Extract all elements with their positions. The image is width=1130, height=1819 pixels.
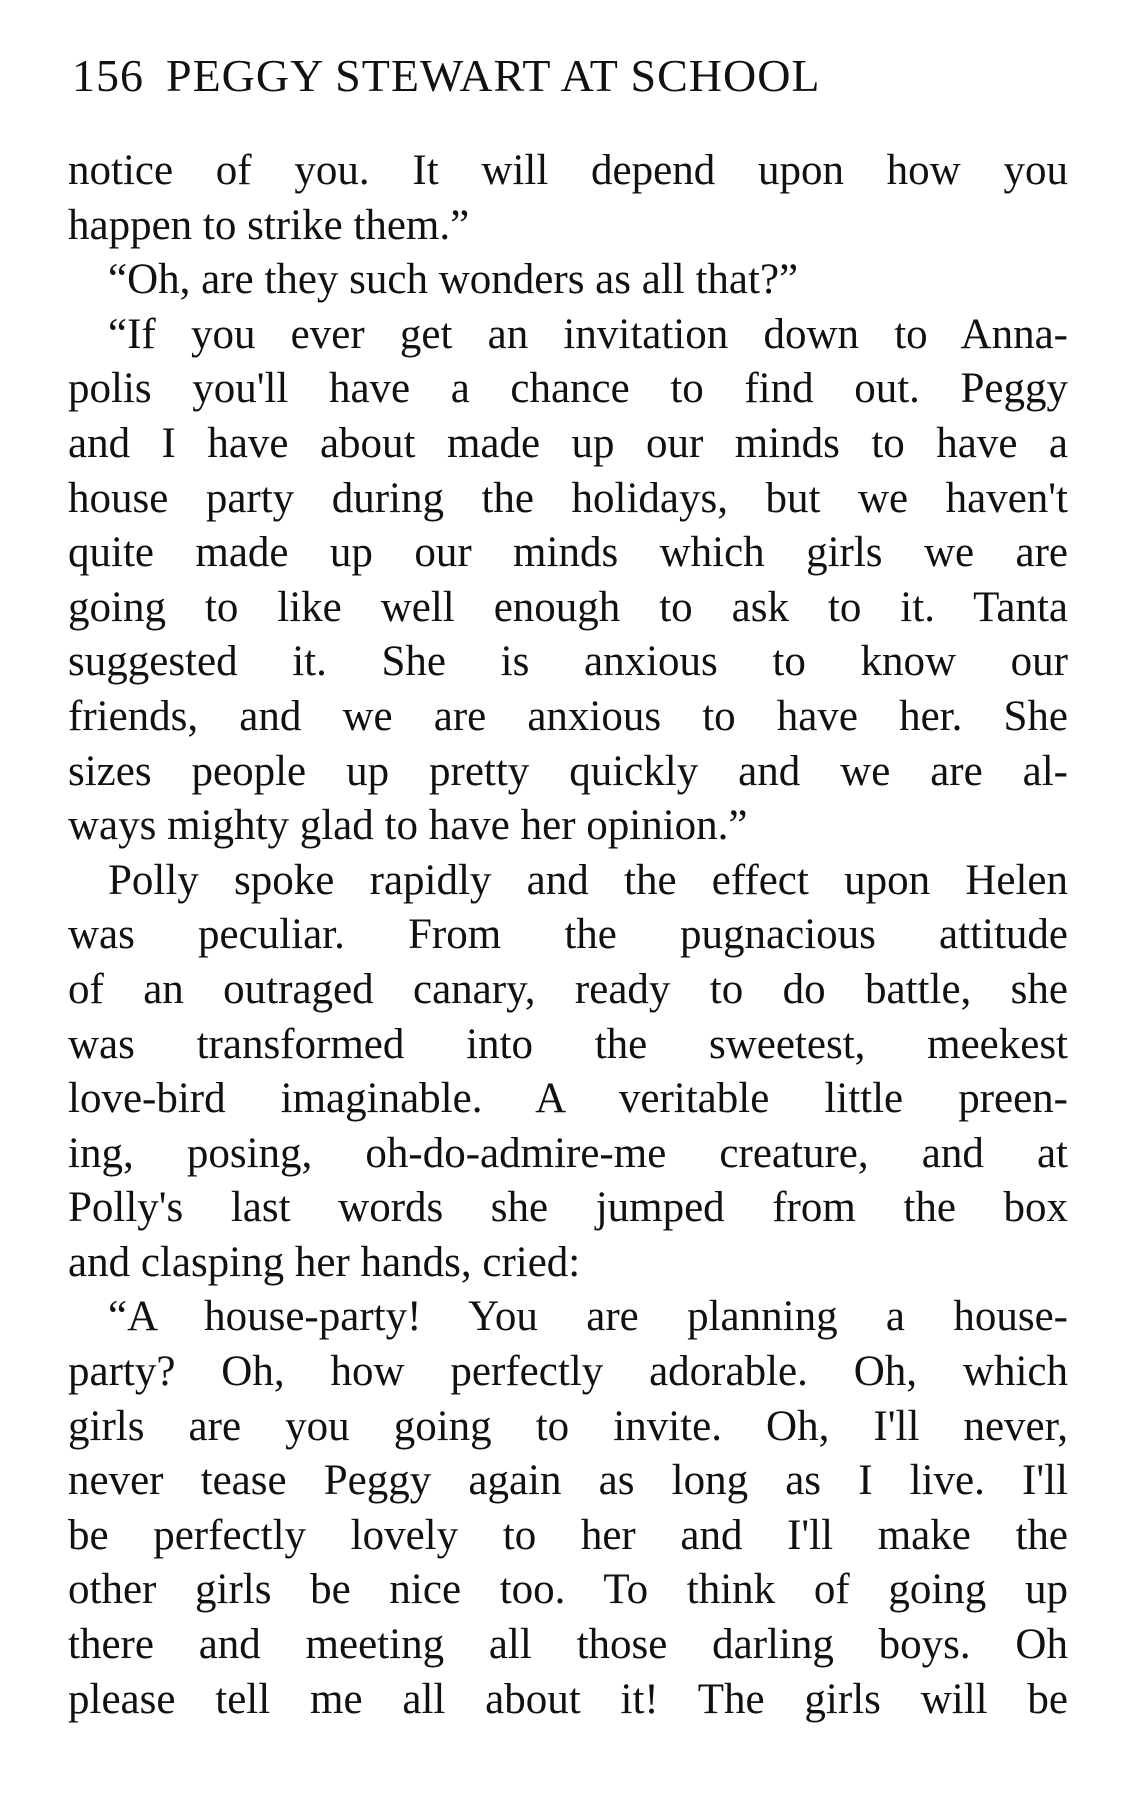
text-line: and I have about made up our minds to have a — [68, 419, 1068, 467]
text-line: was transformed into the sweetest, meekest — [68, 1020, 1068, 1068]
text-line: suggested it. She is anxious to know our — [68, 638, 1068, 686]
text-line: friends, and we are anxious to have her. She — [68, 692, 1068, 740]
text-line: never tease Peggy again as long as I live. I'll — [68, 1457, 1068, 1505]
text-line: “A house-party! You are planning a house- — [108, 1293, 1068, 1341]
page-number: 156 — [72, 50, 144, 101]
text-line: please tell me all about it! The girls will be — [68, 1675, 1068, 1723]
running-title: PEGGY STEWART AT SCHOOL — [166, 50, 821, 101]
text-line: girls are you going to invite. Oh, I'll never, — [68, 1402, 1068, 1450]
text-line: love-bird imaginable. A veritable little preen- — [68, 1075, 1068, 1123]
text-line: was peculiar. From the pugnacious attitude — [68, 911, 1068, 959]
text-line: “If you ever get an invitation down to Anna- — [108, 310, 1068, 358]
text-line: notice of you. It will depend upon how you — [68, 147, 1068, 194]
text-line: ing, posing, oh-do-admire-me creature, and at — [68, 1129, 1068, 1177]
text-line: party? Oh, how perfectly adorable. Oh, which — [68, 1348, 1068, 1396]
text-line: happen to strike them.” — [68, 201, 470, 249]
text-line: “Oh, are they such wonders as all that?” — [108, 256, 799, 304]
running-header — [72, 46, 1072, 106]
text-line: ways mighty glad to have her opinion.” — [68, 802, 748, 850]
text-line: sizes people up pretty quickly and we are al- — [68, 747, 1068, 795]
text-line: be perfectly lovely to her and I'll make the — [68, 1511, 1068, 1559]
text-line: Polly's last words she jumped from the box — [68, 1184, 1068, 1232]
text-line: house party during the holidays, but we haven't — [68, 474, 1068, 522]
text-line: quite made up our minds which girls we are — [68, 529, 1068, 577]
text-line: of an outraged canary, ready to do battle, she — [68, 965, 1068, 1013]
text-line: and clasping her hands, cried: — [68, 1238, 581, 1286]
text-line: other girls be nice too. To think of going up — [68, 1566, 1068, 1614]
text-line: polis you'll have a chance to find out. Peggy — [68, 365, 1068, 413]
text-line: going to like well enough to ask to it. Tanta — [68, 583, 1068, 631]
text-line: there and meeting all those darling boys. Oh — [68, 1621, 1068, 1669]
text-line: Polly spoke rapidly and the effect upon Helen — [108, 856, 1068, 904]
body-text — [68, 144, 1068, 1727]
